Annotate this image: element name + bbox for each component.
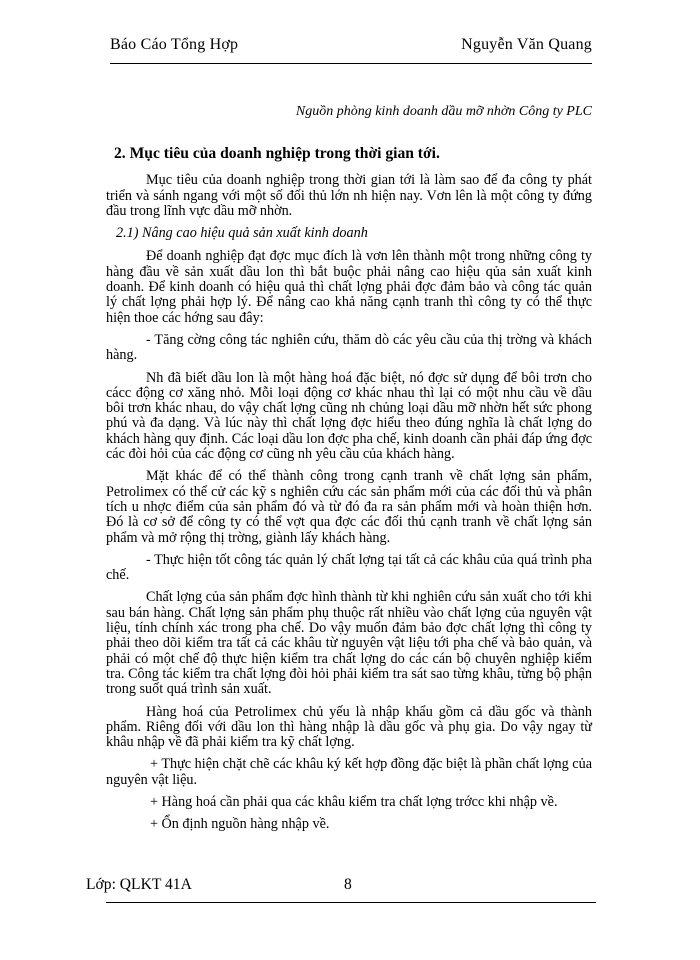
header-author: Nguyễn Văn Quang — [461, 36, 592, 53]
header-divider — [110, 63, 592, 64]
document-body — [106, 146, 592, 840]
subheading: 2.1) Nâng cao hiệu quả sản xuất kinh doanh — [116, 225, 368, 242]
paragraph-7: Chất lợng của sản phẩm đợc hình thành từ khi nghiên cứu sản xuất cho tới khi sau bán hàng. Chất lợng sản phẩm phụ thuộc rất nhiều vào chất lợng của nguyên vật liệu, tính chính xác trong pha chế. Do vậy muốn đảm bảo đợc chất lợng thì công ty phải theo dõi kiểm tra tất cả các khâu từ nguyên vật liệu tới pha chế và bảo quản, và phải có một chế độ thực hiện kiểm tra chất lợng do các cán bộ chuyên nghiệp kiểm tra. Công tác kiểm tra chất lợng đòi hỏi phải kiểm tra sát sao từng khâu, từng bộ phận trong suốt quá trình sản xuất. — [106, 589, 592, 698]
paragraph-11: + Ổn định nguồn hàng nhập về. — [150, 816, 330, 833]
header-title: Báo Cáo Tổng Hợp — [110, 36, 239, 53]
section-title: 2. Mục tiêu của doanh nghiệp trong thời gian tới. — [114, 145, 440, 162]
paragraph-10: + Hàng hoá cần phải qua các khâu kiểm tra chất lợng trớcc khi nhập về. — [150, 793, 558, 810]
paragraph-4: Nh đã biết dầu lon là một hàng hoá đặc biệt, nó đợc sử dụng để bôi trơn cho cácc động cơ xăng nhỏ. Mỗi loại động cơ khác nhau thì lại có một nhu cầu về dầu bôi trơn khác nhau, do vậy chất lợng cũng nh chủng loại dầu mỡ nhờn hết sức phong phú và đa dạng. Và lúc này thì chất lợng đợc hiểu theo đúng nghĩa là chất lợng do khách hàng quy định. Các loại dầu lon đợc pha chế, kinh doanh cần phải đáp ứng đợc các đòi hỏi của các động cơ cũng nh yêu cầu của khách hàng. — [106, 369, 592, 463]
page-header — [110, 36, 592, 60]
paragraph-3: - Tăng cờng công tác nghiên cứu, thăm dò các yêu cầu của thị trờng và khách hàng. — [106, 331, 592, 364]
paragraph-5: Mặt khác để có thể thành công trong cạnh tranh về chất lợng sản phẩm, Petrolimex có thể cử các kỹ s nghiên cứu các sản phẩm mới của các đối thủ và phân tích u nhợc điểm của sản phẩm đó và từ đó đa ra sản phẩm mới và hoàn thiện hơn. Đó là cơ sở để công ty có thể vợt qua đợc các đối thủ cạnh tranh về chất lợng sản phẩm và mở rộng thị trờng, giành lấy khách hàng. — [106, 468, 592, 546]
source-note: Nguồn phòng kinh doanh dầu mỡ nhờn Công ty PLC — [295, 104, 592, 119]
footer-divider — [106, 902, 596, 903]
paragraph-9: + Thực hiện chặt chẽ các khâu ký kết hợp đồng đặc biệt là phần chất lợng của nguyên vật liệu. — [106, 756, 592, 788]
paragraph-1: Mục tiêu của doanh nghiệp trong thời gian tới là làm sao để đa công ty phát triển và sánh ngang với một số đối thủ lớn nh hiện nay. Vơn lên là một công ty đứng đầu trong lĩnh vực dầu mỡ nhờn. — [106, 172, 592, 219]
paragraph-6: - Thực hiện tốt công tác quản lý chất lợng tại tất cả các khâu của quá trình pha chế. — [106, 551, 592, 584]
footer-class-label: Lớp: QLKT 41A — [86, 876, 192, 893]
paragraph-8: Hàng hoá của Petrolimex chủ yếu là nhập khẩu gồm cả dầu gốc và thành phẩm. Riêng đối với dầu lon thì hàng nhập là dầu gốc và phụ gia. Do vậy ngay từ khâu nhập về đã phải kiểm tra kỹ chất lợng. — [106, 703, 592, 751]
page-number: 8 — [344, 876, 352, 893]
paragraph-2: Để doanh nghiệp đạt đợc mục đích là vơn lên thành một trong những công ty hàng đầu về sản xuất dầu lon thì bắt buộc phải nâng cao hiệu qủa sản xuất kinh doanh. Để kinh doanh có hiệu quả thì chất lợng phải đợc đảm bảo và công tác quản lý chất lợng phải hợp lý. Để nâng cao khả năng cạnh tranh thì công ty có thể thực hiện thoe các hớng sau đây: — [106, 248, 592, 326]
page-footer — [86, 876, 596, 898]
